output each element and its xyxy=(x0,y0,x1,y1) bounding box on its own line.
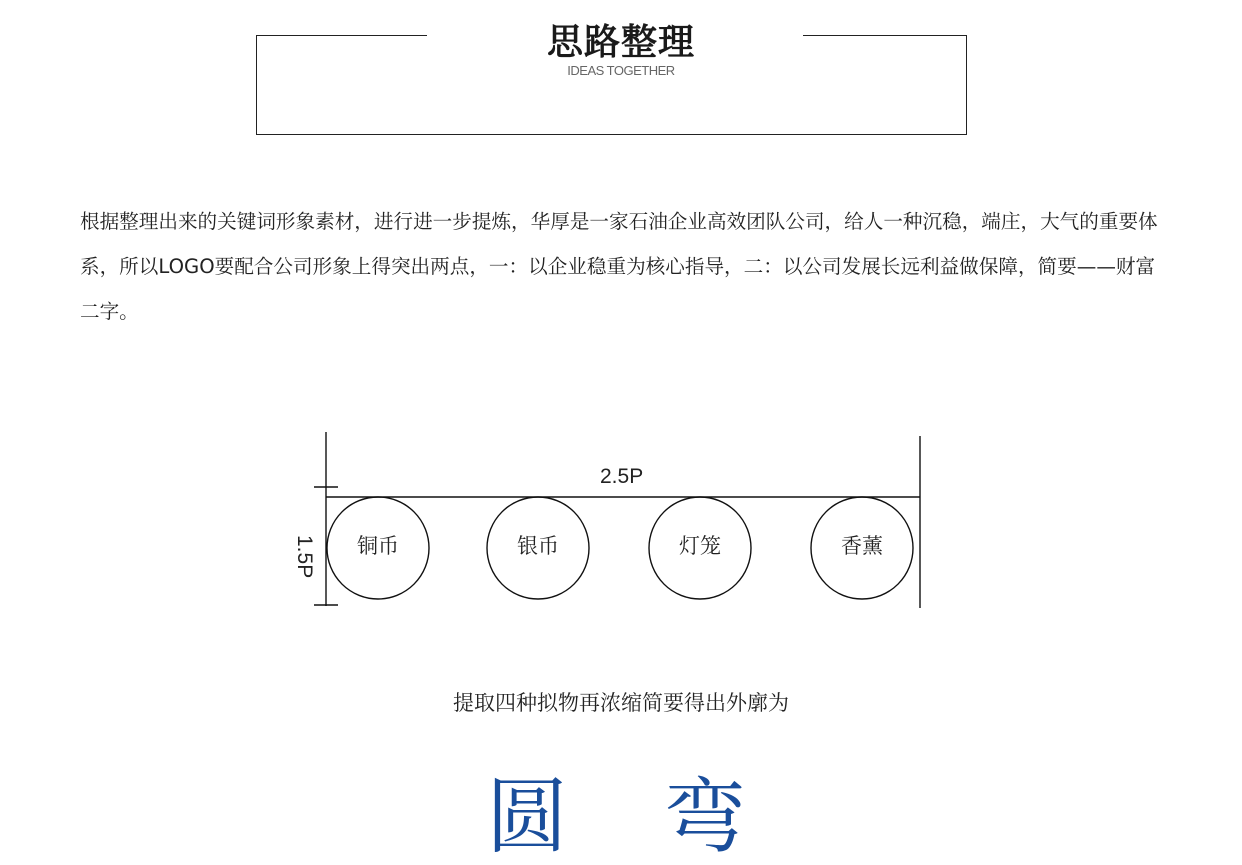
width-dimension-label: 2.5P xyxy=(600,465,644,488)
circle-label-lantern: 灯笼 xyxy=(679,534,721,558)
result-char-round: 圆 xyxy=(486,770,569,865)
circle-label-silver-coin: 银币 xyxy=(517,534,559,558)
description-paragraph: 根据整理出来的关键词形象素材，进行进一步提炼，华厚是一家石油企业高效团队公司，给人一种沉稳，端庄，大气的重要体系，所以LOGO要配合公司形象上得突出两点，一：以企业稳重为核心指导，二：以公司发展长远利益做保障，简要——财富二字。 xyxy=(80,210,1158,323)
diagram-caption: 提取四种拟物再浓缩简要得出外廓为 xyxy=(453,691,789,715)
circle-label-incense: 香薰 xyxy=(841,534,883,558)
circle-label-copper-coin: 铜币 xyxy=(357,534,399,558)
result-char-curve: 弯 xyxy=(664,770,747,865)
section-title: 思路整理 xyxy=(546,22,695,63)
height-dimension-label: 1.5P xyxy=(293,535,316,579)
section-subtitle: IDEAS TOGETHER xyxy=(567,63,675,78)
